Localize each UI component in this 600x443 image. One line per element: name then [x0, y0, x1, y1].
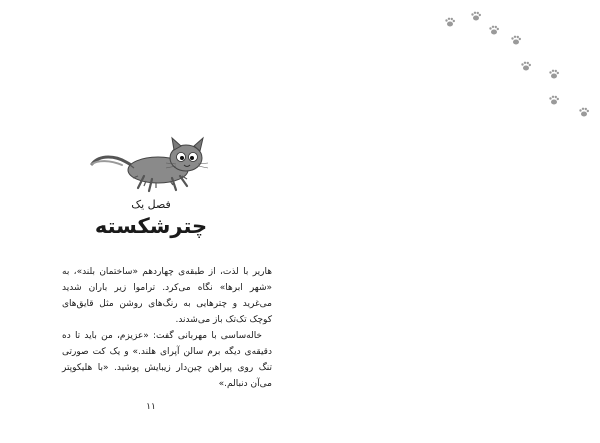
page-number: ۱۱	[146, 402, 156, 412]
chapter-title: چترشکسته	[94, 214, 208, 238]
paw-print-icon	[548, 68, 560, 80]
chapter-label: فصل یک	[131, 198, 171, 211]
paw-print-icon	[470, 10, 482, 22]
paw-print-icon	[520, 60, 532, 72]
cat-illustration	[86, 136, 216, 198]
paw-print-icon	[578, 106, 590, 118]
paragraph: هاریر با لذت، از طبقه‌ی چهاردهم «ساختمان بلند»، به «شهر ابرها» نگاه می‌کرد. تراموا زیر باران شدید می‌غرید و چترهایی به رنگ‌های روشن مثل قایق‌های کوچک تک‌تک باز می‌شدند.	[62, 267, 272, 325]
body-text	[62, 264, 272, 392]
paw-print-icon	[488, 24, 500, 36]
paragraph: خاله‌ساسی با مهربانی گفت: «عزیزم، من باید تا ده دقیقه‌ی دیگه برم سالن آپرای هلند.» و یک کت صورتی تنگ روی پیراهن چین‌دار زیبایش پوشید. «با هلیکوپتر می‌آن دنبالم.»	[62, 331, 272, 389]
paw-print-icon	[510, 34, 522, 46]
paw-print-icon	[548, 94, 560, 106]
right-page	[300, 0, 600, 443]
paw-print-icon	[444, 16, 456, 28]
